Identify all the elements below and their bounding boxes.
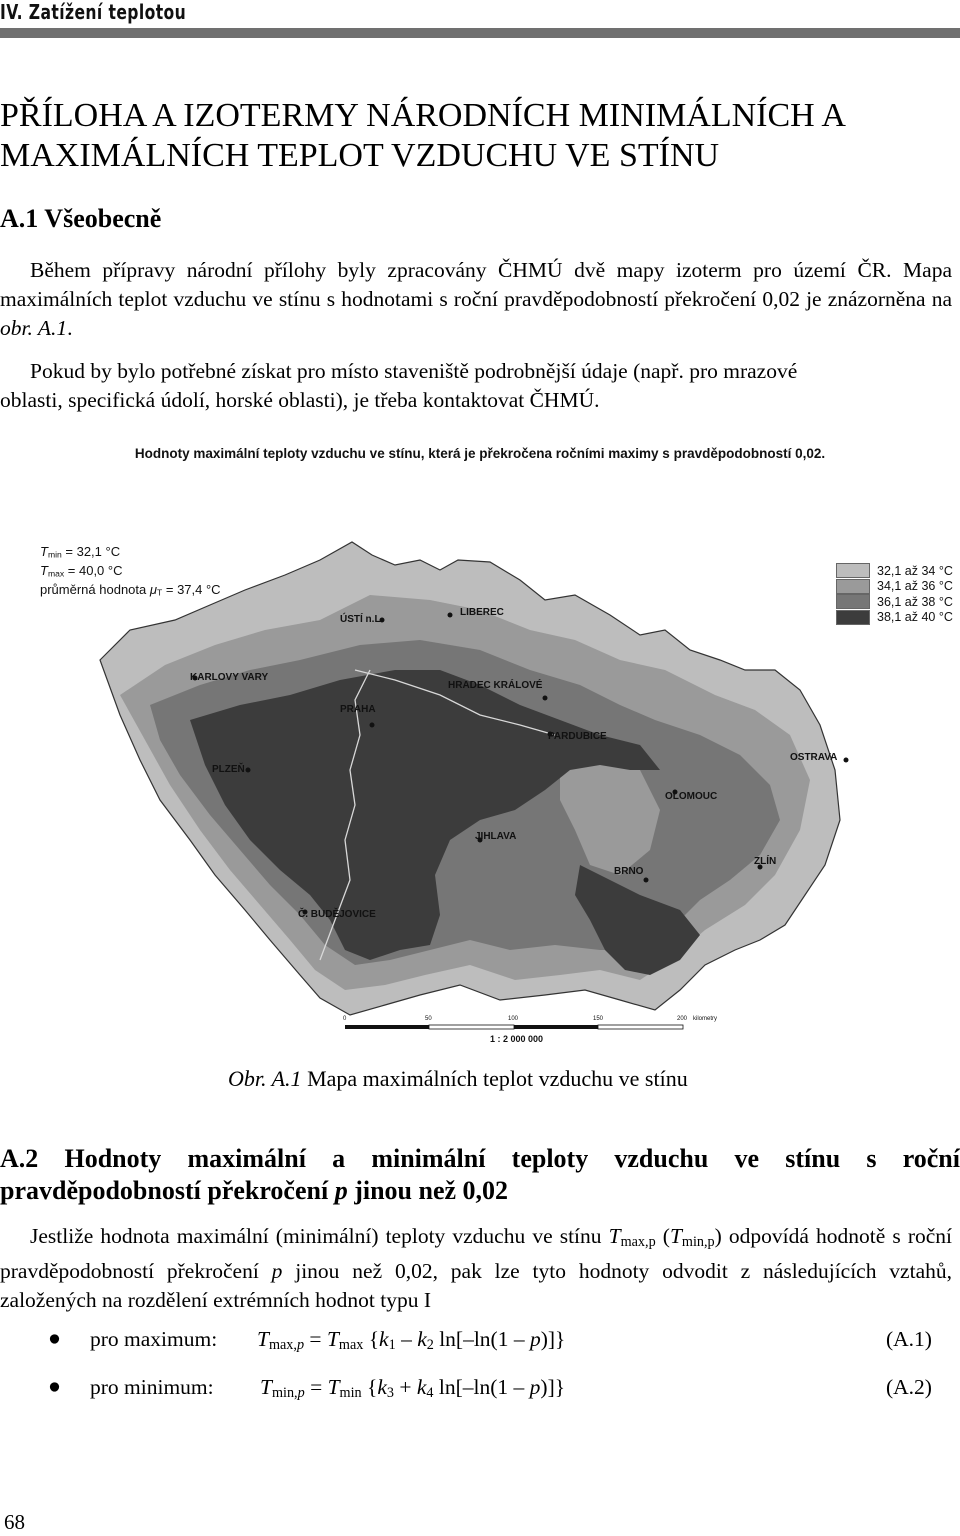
paragraph-intro: [0, 256, 952, 343]
legend-label: 34,1 až 36 °C: [877, 579, 953, 594]
legend-swatch: [836, 610, 870, 625]
city-label-liberec: LIBEREC: [460, 607, 504, 618]
stat-tmin-symbol: T: [40, 544, 48, 559]
city-dot-brno: [644, 878, 649, 883]
stat-tmin-sub: min: [47, 549, 62, 560]
figure-caption: [228, 1066, 688, 1092]
paragraph-a2-part4: jinou než 0,02, pak lze tyto hodnoty odvodit z následujících vztahů, založených na rozdělení extrémních hodnot typu I: [0, 1258, 952, 1312]
symbol-t-max-sub: max,p: [620, 1233, 656, 1250]
paragraph-intro-text: Během přípravy národní přílohy byly zpracovány ČHMÚ dvě mapy izoterm pro území ČR. Mapa maximálních teplot vzduchu ve stínu s hodnotami s roční pravděpodobností překročení 0,02 je znázorněna na: [0, 258, 952, 311]
section-heading-a2: [0, 1143, 960, 1207]
page-number: 68: [4, 1510, 25, 1534]
city-dot-hradec: [543, 696, 548, 701]
paragraph-intro-end: .: [67, 316, 73, 340]
city-dot-plzen: [246, 768, 251, 773]
formula-a2: $T_{min,p} = T_{min}$ {$k_3 + k_4$ ln[–ln(1 – p)]}: [260, 1375, 566, 1401]
formula-bullet: ●: [48, 1326, 61, 1350]
paragraph-a2-part2: (: [655, 1224, 670, 1248]
city-label-budejovice: Č. BUDĚJOVICE: [298, 909, 376, 920]
formula-a1: $T_{max,p} = T_{max}$ {$k_1 - k_2$ ln[–ln(1 – p)]}: [257, 1327, 566, 1353]
city-label-plzen: PLZEŇ: [212, 764, 245, 775]
stat-mean-value: = 37,4 °C: [162, 582, 221, 598]
stat-mean: [40, 582, 221, 601]
formula-bullet: ●: [48, 1374, 61, 1398]
scale-tick: 50: [425, 1016, 432, 1022]
city-label-praha: PRAHA: [340, 704, 376, 715]
paragraph-a2: [0, 1222, 952, 1315]
scale-ratio: 1 : 2 000 000: [490, 1034, 544, 1044]
stat-tmax-value: = 40,0 °C: [64, 563, 123, 579]
city-label-hradec: HRADEC KRÁLOVÉ: [448, 680, 543, 691]
running-header: IV. Zatížení teplotou: [0, 0, 187, 24]
city-label-pardubice: PARDUBICE: [548, 731, 607, 742]
section-heading-a2-end: jinou než 0,02: [347, 1176, 509, 1205]
scale-bar: [345, 1025, 683, 1029]
legend-label: 36,1 až 38 °C: [877, 594, 953, 609]
legend-swatch: [836, 563, 870, 578]
stat-mean-symbol: μ: [149, 582, 157, 598]
stat-tmin-value: = 32,1 °C: [61, 544, 121, 559]
scale-tick: 200: [677, 1016, 688, 1022]
symbol-t-max: T: [608, 1224, 621, 1248]
scale-unit: kilometry: [693, 1016, 718, 1022]
legend-label: 32,1 až 34 °C: [877, 563, 953, 578]
figure-caption-number: Obr. A.1: [228, 1066, 302, 1091]
city-label-brno: BRNO: [614, 866, 644, 877]
map-legend: [836, 563, 953, 625]
city-dot-liberec: [448, 613, 453, 618]
legend-swatch: [836, 579, 870, 594]
paragraph-a2-part3: ) odpovídá hodnotě s roční pravděpodobností překročení: [0, 1224, 952, 1283]
city-label-karlovy-vary: KARLOVY VARY: [190, 672, 269, 683]
stat-tmax: [40, 563, 221, 582]
scale-tick: 100: [508, 1016, 519, 1022]
section-heading-a1: A.1 Všeobecně: [0, 204, 162, 233]
figure-caption-text: Mapa maximálních teplot vzduchu ve stínu: [301, 1066, 688, 1091]
stat-tmin: [40, 544, 221, 563]
city-label-zlin: ZLÍN: [754, 856, 777, 867]
formula-label-min: pro minimum:: [90, 1375, 214, 1399]
city-dot-praha: [370, 723, 375, 728]
legend-item: [836, 579, 953, 595]
scale-tick: 150: [593, 1016, 604, 1022]
stat-tmax-symbol: T: [40, 563, 48, 579]
formula-label-max: pro maximum:: [90, 1327, 218, 1351]
symbol-t-min: T: [669, 1224, 682, 1248]
section-heading-a2-p: p: [334, 1176, 348, 1205]
map-title: Hodnoty maximální teploty vzduchu ve stínu, která je překročena ročními maximy s pravděpodobností 0,02.: [134, 446, 826, 461]
symbol-t-min-sub: min,p: [681, 1233, 715, 1250]
section-heading-a2-text: A.2 Hodnoty maximální a minimální teploty vzduchu ve stínu s roční pravděpodobností překročení: [0, 1144, 960, 1205]
figure-reference[interactable]: obr. A.1: [0, 316, 68, 340]
paragraph-contact-line2: oblasti, specifická údolí, horské oblasti), je třeba kontaktovat ČHMÚ.: [0, 388, 600, 412]
scale-tick: 0: [343, 1016, 347, 1022]
legend-swatch: [836, 594, 870, 609]
paragraph-a2-part1: Jestliže hodnota maximální (minimální) teploty vzduchu ve stínu: [30, 1224, 609, 1248]
city-label-ostrava: OSTRAVA: [790, 752, 838, 763]
city-label-usti: ÚSTÍ n.L.: [340, 614, 384, 625]
legend-item: [836, 610, 953, 626]
stat-mean-sub: T: [157, 588, 163, 599]
city-label-jihlava: JIHLAVA: [475, 831, 517, 842]
header-rule: [0, 28, 960, 38]
symbol-p: p: [271, 1258, 283, 1283]
legend-item: [836, 594, 953, 610]
map-statistics: [40, 544, 221, 602]
stat-mean-label: průměrná hodnota: [40, 582, 147, 598]
legend-label: 38,1 až 40 °C: [877, 610, 953, 625]
formula-number-a2: (A.2): [886, 1375, 932, 1399]
paragraph-contact-line1: Pokud by bylo potřebné získat pro místo staveniště podrobnější údaje (např. pro mrazové: [30, 359, 798, 383]
annex-title: PŘÍLOHA A IZOTERMY NÁRODNÍCH MINIMÁLNÍCH A MAXIMÁLNÍCH TEPLOT VZDUCHU VE STÍNU: [0, 97, 845, 174]
city-label-olomouc: OLOMOUC: [665, 791, 718, 802]
formula-number-a1: (A.1): [886, 1327, 932, 1351]
stat-tmax-sub: max: [47, 568, 65, 579]
legend-item: [836, 563, 953, 579]
city-dot-ostrava: [844, 758, 849, 763]
